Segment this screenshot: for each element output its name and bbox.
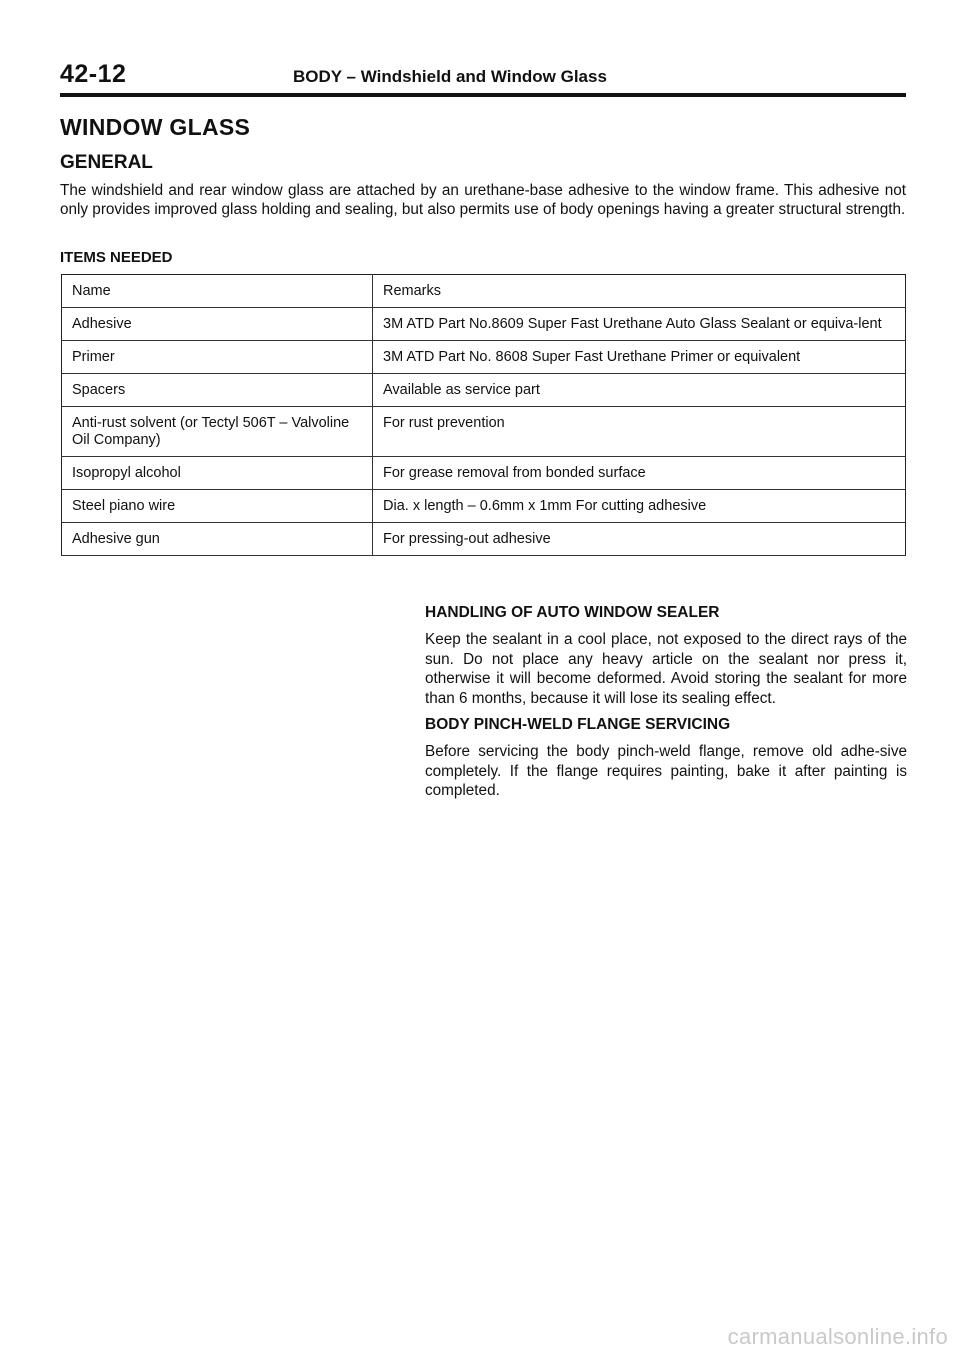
table-row xyxy=(62,523,906,556)
general-heading: GENERAL xyxy=(60,152,153,173)
item-remarks: Available as service part xyxy=(373,374,906,407)
handling-heading: HANDLING OF AUTO WINDOW SEALER xyxy=(425,604,720,621)
general-text: The windshield and rear window glass are attached by an urethane-base adhesive to the window frame. This adhesive not only provides improved glass holding and sealing, but also permits use of body openings having a greater structural strength. xyxy=(60,182,906,218)
item-name: Adhesive xyxy=(62,308,373,341)
table-header-row xyxy=(62,275,906,308)
column-header-remarks: Remarks xyxy=(373,275,906,308)
item-remarks: For rust prevention xyxy=(373,407,906,457)
pinch-weld-text: Before servicing the body pinch-weld flange, remove old adhe-sive completely. If the flange requires painting, bake it after painting is completed. xyxy=(425,743,907,799)
table-row xyxy=(62,341,906,374)
item-name: Primer xyxy=(62,341,373,374)
items-table xyxy=(61,274,906,556)
header-rule xyxy=(60,93,906,97)
watermark[interactable]: carmanualsonline.info xyxy=(727,1324,948,1349)
page-header xyxy=(60,60,906,94)
section-title: WINDOW GLASS xyxy=(60,114,251,140)
table-row xyxy=(62,374,906,407)
item-remarks: For grease removal from bonded surface xyxy=(373,457,906,490)
running-title: BODY – Windshield and Window Glass xyxy=(293,67,607,86)
item-name: Adhesive gun xyxy=(62,523,373,556)
item-remarks: For pressing-out adhesive xyxy=(373,523,906,556)
handling-text: Keep the sealant in a cool place, not exposed to the direct rays of the sun. Do not place any heavy article on the sealant nor press it, otherwise it will become deformed. Avoid storing the sealant for more than 6 months, because it will lose its sealing effect. xyxy=(425,631,907,707)
table-row xyxy=(62,407,906,457)
item-remarks: Dia. x length – 0.6mm x 1mm For cutting adhesive xyxy=(373,490,906,523)
item-name: Isopropyl alcohol xyxy=(62,457,373,490)
item-name: Spacers xyxy=(62,374,373,407)
table-row xyxy=(62,308,906,341)
page-number: 42-12 xyxy=(60,60,127,88)
column-header-name: Name xyxy=(62,275,373,308)
right-column xyxy=(425,604,907,809)
item-name: Steel piano wire xyxy=(62,490,373,523)
item-remarks: 3M ATD Part No. 8608 Super Fast Urethane Primer or equivalent xyxy=(373,341,906,374)
pinch-weld-heading: BODY PINCH-WELD FLANGE SERVICING xyxy=(425,716,731,733)
item-remarks: 3M ATD Part No.8609 Super Fast Urethane Auto Glass Sealant or equiva-lent xyxy=(373,308,906,341)
items-needed-heading: ITEMS NEEDED xyxy=(60,249,173,266)
table-row xyxy=(62,457,906,490)
table-row xyxy=(62,490,906,523)
item-name: Anti-rust solvent (or Tectyl 506T – Valvoline Oil Company) xyxy=(62,407,373,457)
